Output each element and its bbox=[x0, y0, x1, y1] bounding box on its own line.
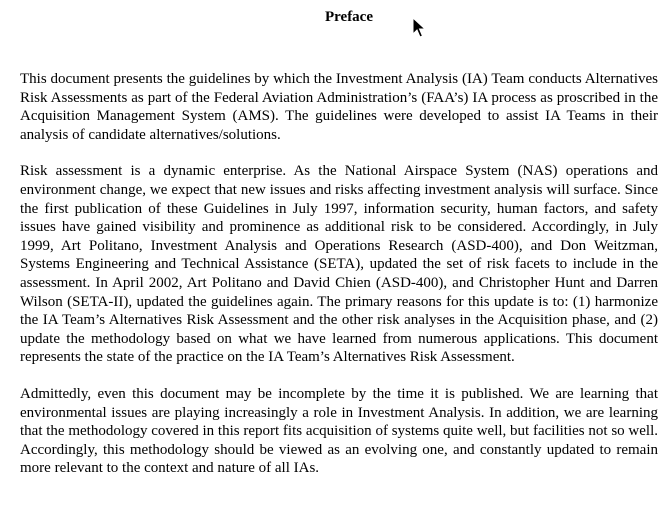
paragraph-admittedly: Admittedly, even this document may be incomplete by the time it is published. We are learning that environmental issues are playing increasingly a role in Investment Analysis. In addition, we are learning that the methodology covered in this report fits acquisition of systems quite well, but facilities not so well. Accordingly, this methodology should be viewed as an evolving one, and constantly updated to remain more relevant to the context and nature of all IAs. bbox=[20, 385, 658, 477]
page-title: Preface bbox=[324, 9, 374, 25]
paragraph-risk-assessment: Risk assessment is a dynamic enterprise. As the National Airspace System (NAS) operations and environment change, we expect that new issues and risks affecting investment analysis will surface. Since the first publication of these Guidelines in July 1997, information security, human factors, and safety issues have gained visibility and prominence as additional risk to be considered. Accordingly, in July 1999, Art Politano, Investment Analysis and Operations Research (ASD-400), and Don Weitzman, Systems Engineering and Technical Assistance (SETA), updated the set of risk facets to include in the assessment. In April 2002, Art Politano and David Chien (ASD-400), and Christopher Hunt and Darren Wilson (SETA-II), updated the guidelines again. The primary reasons for this update is to: (1) harmonize the IA Team’s Alternatives Risk Assessment and the other risk analyses in the Acquisition phase, and (2) update the methodology based on what we have learned from numerous applications. This document represents the state of the practice on the IA Team’s Alternatives Risk Assessment. bbox=[20, 163, 658, 366]
paragraph-purpose: This document presents the guidelines by which the Investment Analysis (IA) Team conducts Alternatives Risk Assessments as part of the Federal Aviation Administration’s (FAA’s) IA process as proscribed in the Acquisition Management System (AMS). The guidelines were developed to assist IA Teams in their analysis of candidate alternatives/solutions. bbox=[20, 71, 658, 143]
mouse-pointer-icon bbox=[412, 17, 426, 39]
